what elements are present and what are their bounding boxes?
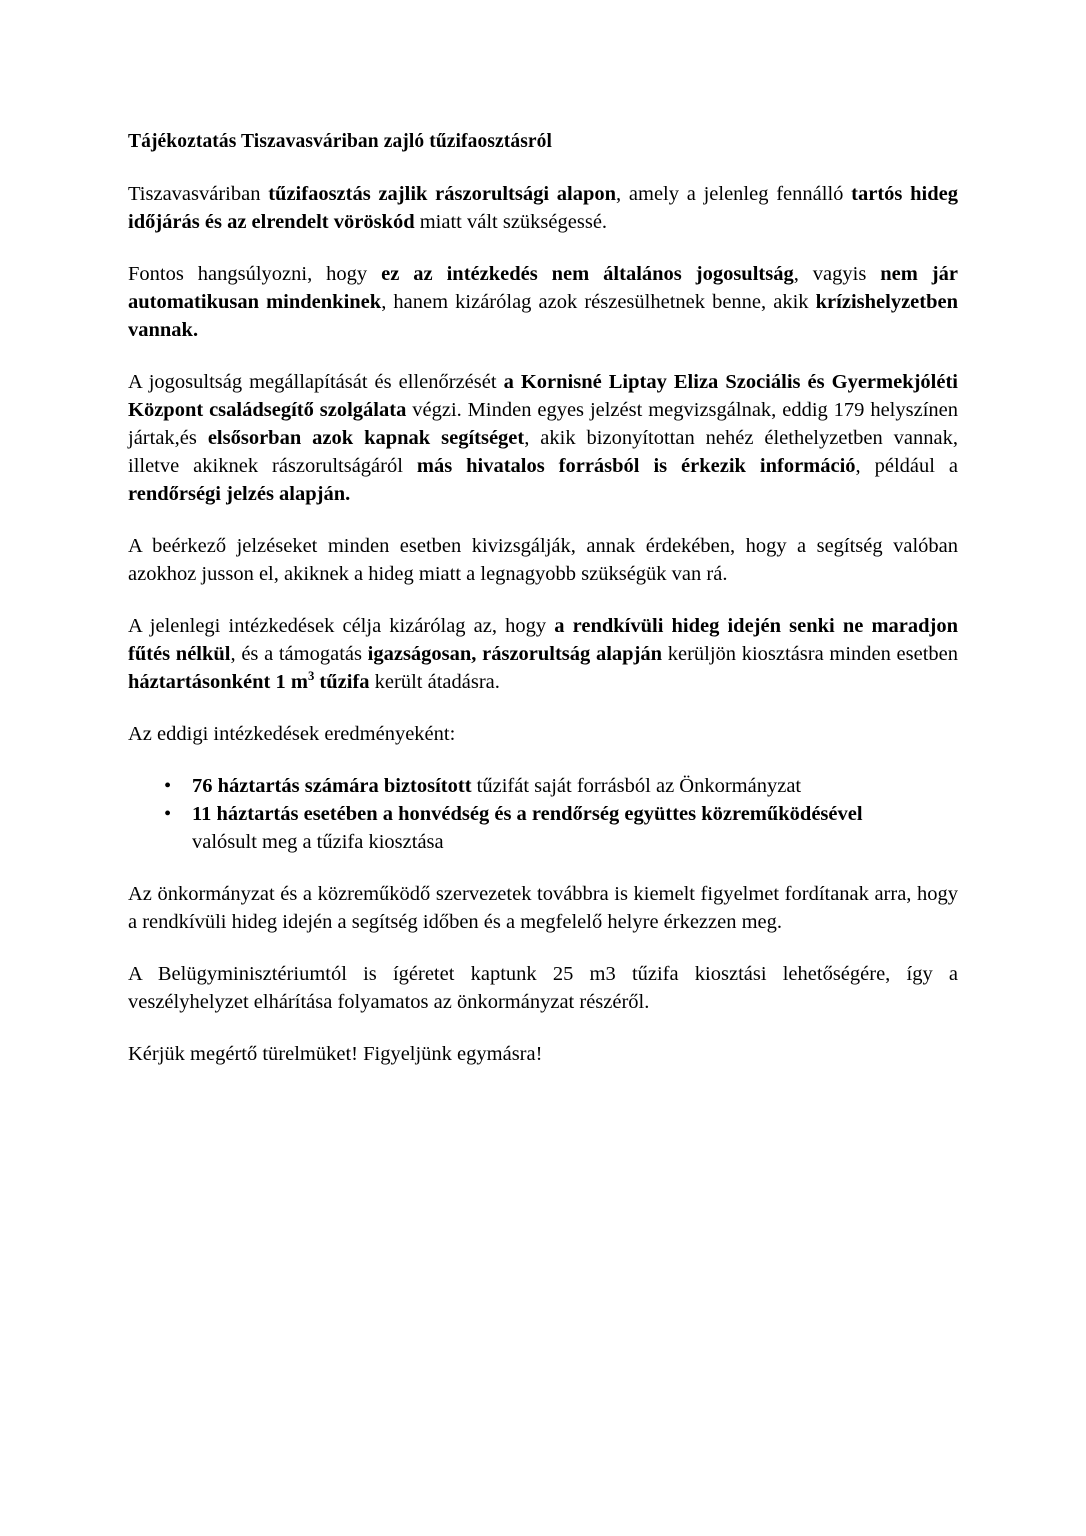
paragraph-objective-text-4: került átadásra. (369, 671, 500, 693)
paragraph-authority-emphasis-1: a Kornisné Liptay Eliza Szociális és Gyermekjóléti Központ családsegítő szolgálata (128, 371, 958, 421)
paragraph-eligibility-emphasis-3: krízishelyzetben vannak. (128, 291, 958, 341)
paragraph-closing: Kérjük megértő türelmüket! Figyeljünk egymásra! (128, 1043, 543, 1065)
paragraph-authority (128, 368, 958, 508)
paragraph-intro-emphasis-1: tűzifaosztás zajlik rászorultsági alapon (268, 183, 617, 205)
list-item-emphasis: 11 háztartás esetében a honvédség és a rendőrség együttes közreműködésével (192, 803, 863, 825)
paragraph-objective-quantity-pre: háztartásonként 1 m (128, 671, 308, 693)
document-body (128, 128, 958, 1068)
paragraph-intro (128, 180, 958, 236)
paragraph-objective-text-3: kerüljön kiosztásra minden esetben (662, 643, 959, 665)
paragraph-intro-text-3: miatt vált szükségessé. (414, 211, 608, 233)
paragraph-authority-text-1: A jogosultság megállapítását és ellenőrzését (128, 371, 504, 393)
cubic-meter-superscript: 3 (307, 669, 315, 684)
paragraph-eligibility-text-1: Fontos hangsúlyozni, hogy (128, 263, 382, 285)
paragraph-authority-emphasis-2: elsősorban azok kapnak segítséget (207, 427, 525, 449)
paragraph-intro-emphasis-2: tartós hideg időjárás és az elrendelt vöröskód (128, 183, 958, 233)
paragraph-eligibility-text-2: , vagyis (793, 263, 881, 285)
paragraph-eligibility-emphasis-1: ez az intézkedés nem általános jogosultság (381, 263, 794, 285)
paragraph-objective-emphasis-2: igazságosan, rászorultság alapján (367, 643, 663, 665)
paragraph-eligibility-notice (128, 260, 958, 344)
paragraph-eligibility-text-3: , hanem kizárólag azok részesülhetnek benne, akik (381, 291, 816, 313)
paragraph-authority-emphasis-3: más hivatalos forrásból is érkezik információ (416, 455, 856, 477)
paragraph-results-lead: Az eddigi intézkedések eredményeként: (128, 723, 456, 745)
paragraph-objective-text-1: A jelenlegi intézkedések célja kizárólag az, hogy (128, 615, 555, 637)
list-item (128, 772, 958, 800)
paragraph-intro-text-1: Tiszavasváriban (128, 183, 269, 205)
results-list (128, 772, 958, 856)
page-title: Tájékoztatás Tiszavasváriban zajló tűzifaosztásról (128, 131, 553, 152)
list-item-text: valósult meg a tűzifa kiosztása (192, 831, 444, 853)
paragraph-ministry: A Belügyminisztériumtól is ígéretet kaptunk 25 m3 tűzifa kiosztási lehetőségére, így a veszélyhelyzet elhárítása folyamatos az önkormányzat részéről. (128, 963, 958, 1013)
paragraph-verification: A beérkező jelzéseket minden esetben kivizsgálják, annak érdekében, hogy a segítség valóban azokhoz jusson el, akiknek a hideg miatt a legnagyobb szükségük van rá. (128, 535, 958, 585)
paragraph-objective-quantity (128, 671, 370, 693)
paragraph-objective (128, 612, 958, 696)
paragraph-authority-emphasis-4: rendőrségi jelzés alapján. (128, 483, 351, 505)
paragraph-objective-emphasis-1: a rendkívüli hideg idején senki ne maradjon fűtés nélkül (128, 615, 958, 665)
paragraph-commitment: Az önkormányzat és a közreműködő szervezetek továbbra is kiemelt figyelmet fordítanak arra, hogy a rendkívüli hideg idején a segítség időben és a megfelelő helyre érkezzen meg. (128, 883, 958, 933)
paragraph-authority-text-4: , például a (855, 455, 958, 477)
paragraph-authority-text-3: , akik bizonyítottan nehéz élethelyzetben vannak, illetve akiknek rászorultságáról (128, 427, 959, 477)
list-item-text: tűzifát saját forrásból az Önkormányzat (471, 775, 802, 797)
paragraph-authority-text-2: végzi. Minden egyes jelzést megvizsgálnak, eddig 179 helyszínen jártak,és (128, 399, 959, 449)
list-item-emphasis: 76 háztartás számára biztosított (192, 775, 472, 797)
paragraph-objective-quantity-post: tűzifa (314, 671, 370, 693)
list-item (128, 800, 958, 856)
bullet-dot-icon: • (164, 775, 172, 797)
paragraph-eligibility-emphasis-2: nem jár automatikusan mindenkinek (128, 263, 958, 313)
bullet-dot-icon: • (164, 803, 172, 825)
paragraph-objective-text-2: , és a támogatás (230, 643, 368, 665)
paragraph-intro-text-2: , amely a jelenleg fennálló (616, 183, 852, 205)
